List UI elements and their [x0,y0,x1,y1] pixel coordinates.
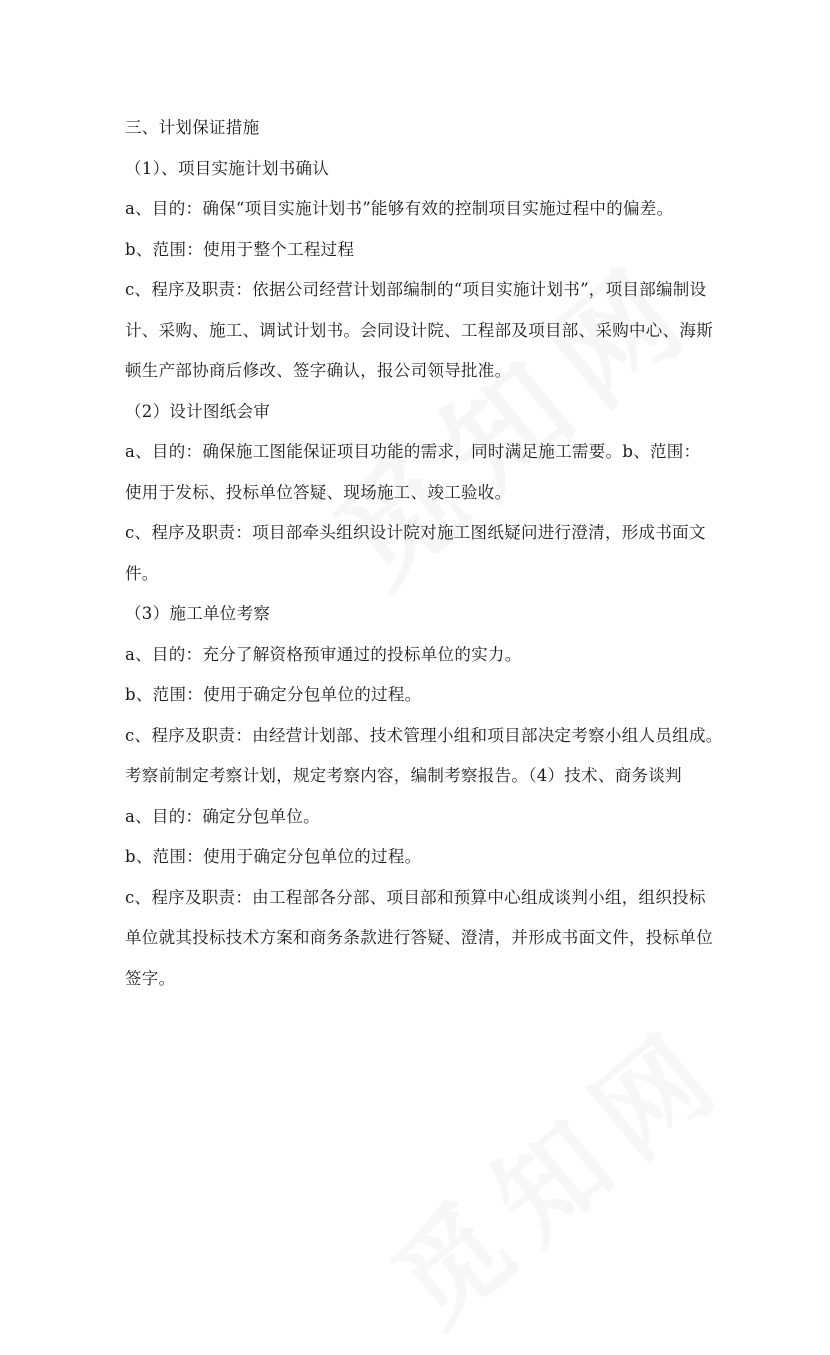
text-line: 签字。 [125,968,176,988]
text-line: b、范围：使用于整个工程过程 [125,239,355,259]
text-line: 顿生产部协商后修改、签字确认，报公司领导批准。 [125,361,512,380]
text-line: b、范围：使用于确定分包单位的过程。 [125,847,422,866]
document-body [125,108,723,999]
text-line: 单位就其投标技术方案和商务条款进行答疑、澄清，并形成书面文件，投标单位 [125,928,713,947]
text-line: 件。 [125,563,159,583]
text-line: c、程序及职责：依据公司经营计划部编制的“项目实施计划书”，项目部编制设 [125,280,707,299]
text-line: c、程序及职责：项目部牵头组织设计院对施工图纸疑问进行澄清，形成书面文 [125,523,706,542]
text-line: a、目的：充分了解资格预审通过的投标单位的实力。 [125,644,522,664]
watermark-bottom [355,983,755,1355]
text-line: c、程序及职责：由经营计划部、技术管理小组和项目部决定考察小组人员组成。 [125,725,723,745]
text-line: a、目的：确保“项目实施计划书”能够有效的控制项目实施过程中的偏差。 [125,199,674,218]
subsection-heading-3: （3）施工单位考察 [125,604,271,623]
text-line: 使用于发标、投标单位答疑、现场施工、竣工验收。 [125,482,512,502]
subsection-heading-1: （1）、项目实施计划书确认 [125,158,330,178]
subsection-heading-2: （2）设计图纸会审 [125,401,271,421]
text-line: a、目的：确保施工图能保证项目功能的需求，同时满足施工需要。b、范围： [125,442,701,461]
text-line: b、范围：使用于确定分包单位的过程。 [125,685,422,704]
section-heading: 三、计划保证措施 [125,118,260,137]
text-line: 考察前制定考察计划，规定考察内容，编制考察报告。（4）技术、商务谈判 [125,766,682,785]
text-line: 计、采购、施工、调试计划书。会同设计院、工程部及项目部、采购中心、海斯 [125,320,713,340]
text-line: a、目的：确定分包单位。 [125,806,320,826]
text-line: c、程序及职责：由工程部各分部、项目部和预算中心组成谈判小组，组织投标 [125,887,706,907]
